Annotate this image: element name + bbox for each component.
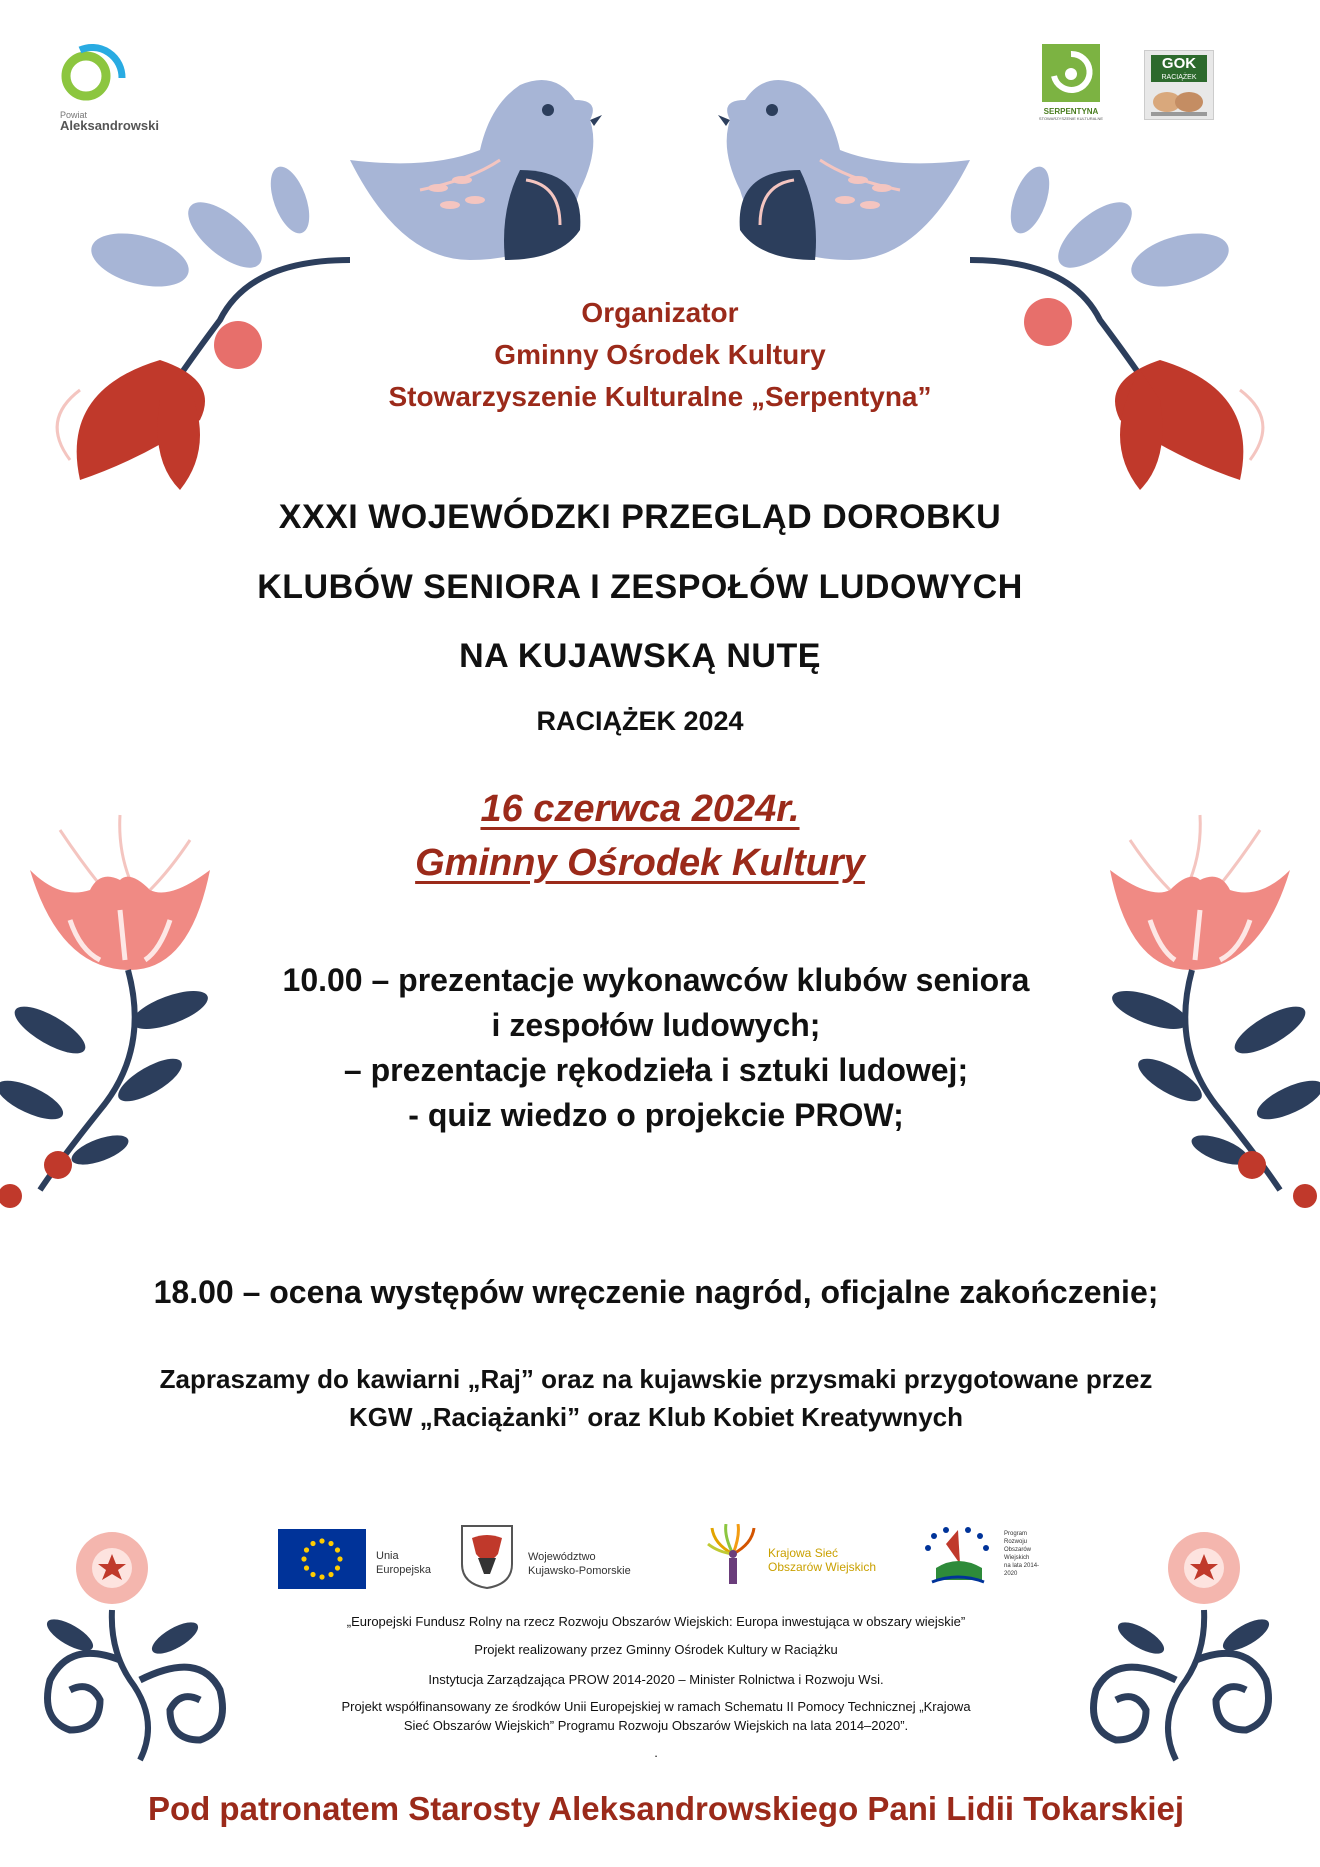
title-line3: NA KUJAWSKĄ NUTĘ: [459, 637, 821, 675]
fine-print-line3: Instytucja Zarządzająca PROW 2014-2020 – Minister Rolnictwa i Rozwoju Wsi.: [428, 1672, 884, 1687]
gok-logo-name: GOK: [1151, 55, 1207, 73]
organizer-heading: Organizator: [581, 297, 739, 328]
gok-logo-sub: RACIĄŻEK: [1151, 73, 1207, 82]
prow-logo-line4: Wiejskich: [1004, 1555, 1030, 1561]
title-line1: XXXI WOJEWÓDZKI PRZEGLĄD DOROBKU: [278, 498, 1002, 536]
fine-print-line1: „Europejski Fundusz Rolny na rzecz Rozwoju Obszarów Wiejskich: Europa inwestująca w obszary wiejskie”: [346, 1614, 966, 1629]
prow-logo-line3: Obszarów: [1004, 1547, 1032, 1553]
eu-logo: [278, 1529, 458, 1589]
right-bird-icon: [718, 80, 970, 260]
event-venue: Gminny Ośrodek Kultury: [415, 842, 865, 884]
invitation-line1: Zapraszamy do kawiarni „Raj” oraz na kujawskie przysmaki przygotowane przez: [159, 1364, 1153, 1394]
fine-print-dot: .: [654, 1745, 658, 1760]
top-folk-ornament: [0, 60, 1320, 490]
title-line2: KLUBÓW SENIORA I ZESPOŁÓW LUDOWYCH: [257, 568, 1023, 606]
region-logo-line2: Kujawsko-Pomorskie: [528, 1565, 631, 1577]
region-logo-line1: Województwo: [528, 1551, 596, 1563]
region-logo: [460, 1524, 660, 1592]
program-morning-line1: 10.00 – prezentacje wykonawców klubów seniora: [282, 962, 1030, 998]
prow-logo-line5: na lata 2014-2020: [1004, 1563, 1040, 1577]
patronage-footer: Pod patronatem Starosty Aleksandrowskiego Pani Lidii Tokarskiej: [147, 1790, 1185, 1827]
ksow-plant-icon: [704, 1524, 762, 1592]
prow-stars-icon: [918, 1524, 996, 1590]
fine-print-line2: Projekt realizowany przez Gminny Ośrodek Kultury w Raciążku: [474, 1642, 838, 1657]
title-place-year: RACIĄŻEK 2024: [536, 706, 744, 736]
program-morning-line4: - quiz wiedzo o projekcie PROW;: [408, 1097, 904, 1133]
fine-print-line5: Sieć Obszarów Wiejskich” Programu Rozwoju Obszarów Wiejskich na lata 2014–2020”.: [403, 1718, 909, 1733]
invitation-line2: KGW „Raciążanki” oraz Klub Kobiet Kreatywnych: [348, 1402, 963, 1432]
fine-print-line4: Projekt współfinansowany ze środków Unii Europejskiej w ramach Schematu II Pomocy Technicznej „Krajowa: [341, 1699, 971, 1714]
event-date: 16 czerwca 2024r.: [480, 788, 800, 830]
ksow-logo-line2: Obszarów Wiejskich: [768, 1560, 877, 1574]
organizer-line2: Stowarzyszenie Kulturalne „Serpentyna”: [388, 381, 932, 412]
powiat-logo-line1: Powiat: [60, 110, 88, 120]
organizer-line1: Gminny Ośrodek Kultury: [494, 339, 826, 370]
prow-logo: [918, 1524, 1048, 1594]
serpentyna-logo-name: SERPENTYNA: [1043, 107, 1099, 116]
program-morning-line2: i zespołów ludowych;: [491, 1007, 821, 1043]
eu-logo-line1: Unia: [376, 1550, 399, 1562]
ksow-logo-line1: Krajowa Sieć: [768, 1546, 839, 1560]
powiat-logo-line2: Aleksandrowski: [60, 118, 159, 133]
prow-logo-line2: Rozwoju: [1004, 1539, 1028, 1545]
coat-of-arms-icon: [460, 1524, 514, 1590]
left-bird-icon: [350, 80, 602, 260]
eu-flag-icon: [278, 1529, 366, 1589]
prow-logo-line1: Program: [1004, 1531, 1028, 1537]
eu-logo-line2: Europejska: [376, 1564, 432, 1576]
serpentyna-logo-sub: STOWARZYSZENIE KULTURALNE: [1038, 116, 1104, 121]
ksow-logo: [704, 1524, 914, 1592]
program-morning-line3: – prezentacje rękodzieła i sztuki ludowej;: [343, 1052, 969, 1088]
program-evening: 18.00 – ocena występów wręczenie nagród, oficjalne zakończenie;: [153, 1274, 1159, 1310]
